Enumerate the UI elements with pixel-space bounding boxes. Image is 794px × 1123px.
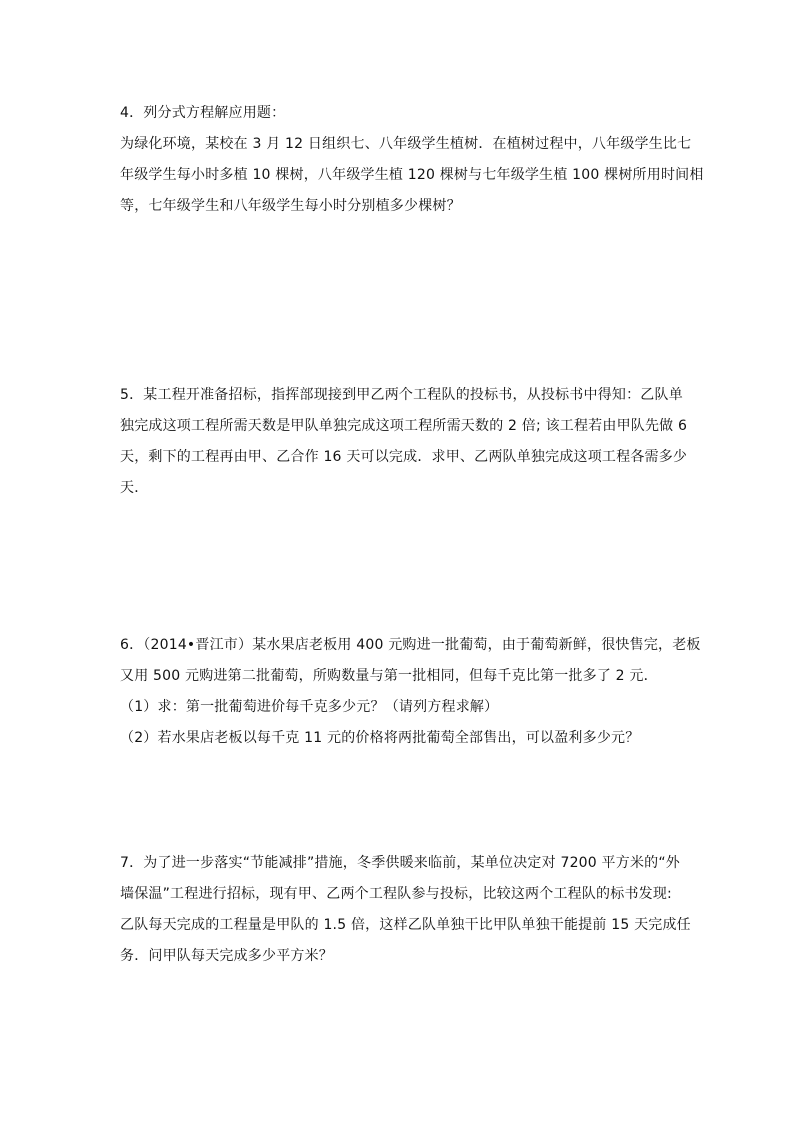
- problem-7-line-1: 7．为了进一步落实“节能减排”措施，冬季供暖来临前，某单位决定对 7200 平方米的“外: [120, 855, 680, 871]
- problem-6-line-2: 又用 500 元购进第二批葡萄，所购数量与第一批相同，但每千克比第一批多了 2 元．: [120, 668, 658, 684]
- problem-7-line-2: 墙保温”工程进行招标，现有甲、乙两个工程队参与投标，比较这两个工程队的标书发现:: [120, 886, 672, 902]
- problem-7-line-3: 乙队每天完成的工程量是甲队的 1.5 倍，这样乙队单独干比甲队单独干能提前 15 天完成任: [120, 917, 691, 933]
- problem-5-line-1: 5．某工程开准备招标，指挥部现接到甲乙两个工程队的投标书，从投标书中得知：乙队单: [120, 387, 683, 403]
- problem-4-line-2: 年级学生每小时多植 10 棵树，八年级学生植 120 棵树与七年级学生植 100 棵树所用时间相: [120, 167, 704, 183]
- problem-6-line-1: 6．（2014•晋江市）某水果店老板用 400 元购进一批葡萄，由于葡萄新鲜，很快售完，老板: [120, 637, 701, 653]
- problem-4-line-1: 为绿化环境，某校在 3 月 12 日组织七、八年级学生植树．在植树过程中，八年级学生比七: [120, 136, 692, 152]
- problem-5-line-2: 独完成这项工程所需天数是甲队单独完成这项工程所需天数的 2 倍; 该工程若由甲队先做 6: [120, 418, 688, 434]
- problem-6-part-2: （2）若水果店老板以每千克 11 元的价格将两批葡萄全部售出，可以盈利多少元？: [120, 730, 640, 746]
- problem-7-line-4: 务．问甲队每天完成多少平方米？: [120, 948, 333, 964]
- problem-6-part-1: （1）求：第一批葡萄进价每千克多少元？（请列方程求解）: [120, 699, 499, 715]
- problem-5-line-4: 天．: [120, 480, 149, 496]
- problem-5-line-3: 天，剩下的工程再由甲、乙合作 16 天可以完成．求甲、乙两队单独完成这项工程各需多少: [120, 449, 688, 465]
- problem-4-line-3: 等，七年级学生和八年级学生每小时分别植多少棵树？: [120, 198, 461, 214]
- problem-4-heading: 4．列分式方程解应用题：: [120, 105, 286, 121]
